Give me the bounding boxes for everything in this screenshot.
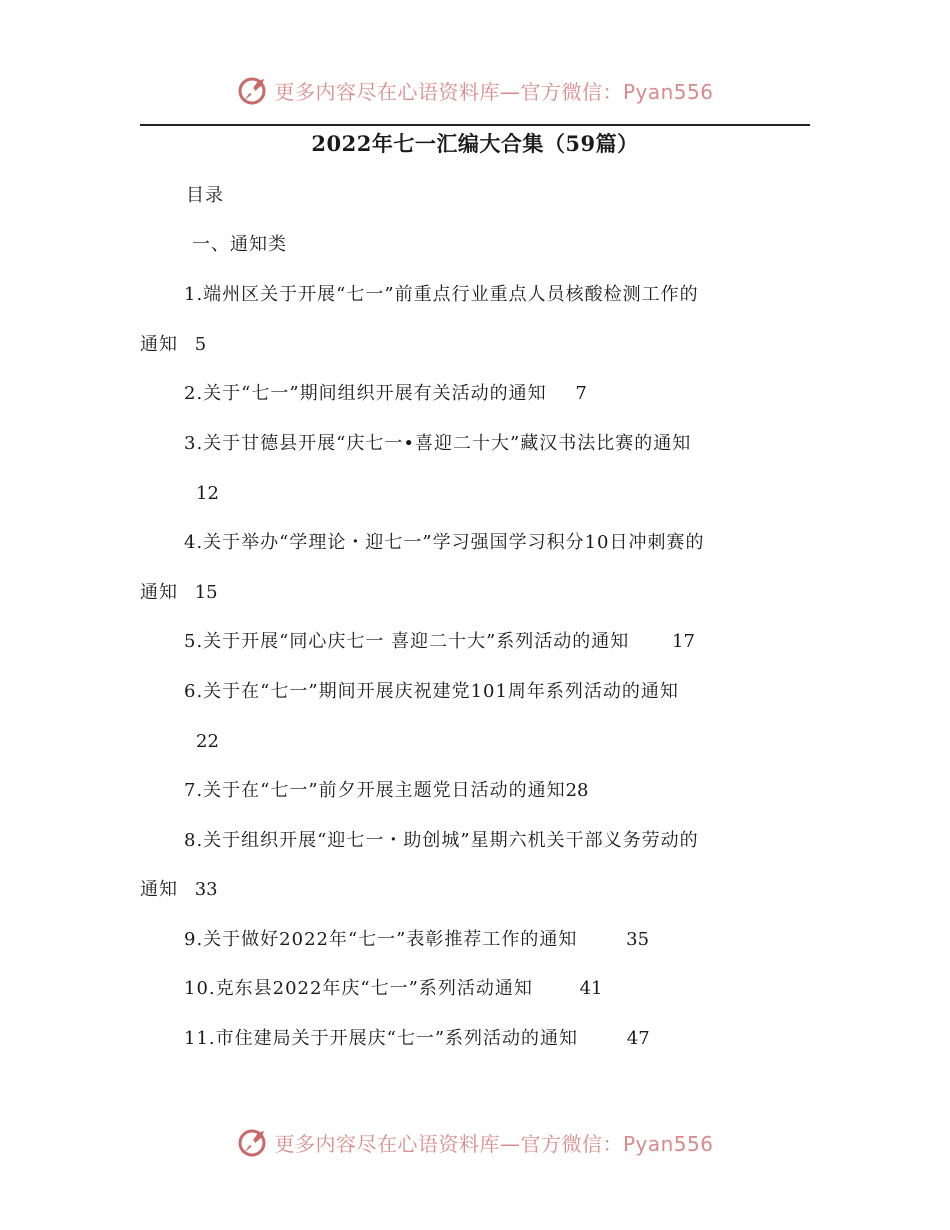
toc-entry — [140, 578, 218, 608]
toc-entry-title-cont: 通知 — [140, 334, 178, 355]
toc-entry-title-cont: 通知 — [140, 582, 178, 603]
toc-entry-title: 7.关于在“七一”前夕开展主题党日活动的通知 — [184, 780, 566, 801]
header-rule — [140, 124, 810, 126]
toc-entry-page: 22 — [196, 731, 219, 752]
watermark-banner-top — [0, 70, 950, 110]
toc-entry-title: 9.关于做好2022年“七一”表彰推荐工作的通知 — [184, 929, 578, 950]
toc-entry-title: 10.克东县2022年庆“七一”系列活动通知 — [184, 978, 533, 999]
section-heading: 一、通知类 — [192, 234, 287, 255]
toc-entry-page: 28 — [565, 780, 589, 801]
toc-entry — [140, 330, 206, 360]
toc-entry-title: 4.关于举办“学理论・迎七一”学习强国学习积分10日冲刺赛的 — [184, 532, 705, 553]
toc-entry — [184, 974, 602, 1004]
toc-heading: 目录 — [186, 185, 224, 206]
toc-entry — [184, 627, 695, 657]
toc-entry-page: 7 — [575, 383, 587, 404]
toc-entry-page: 33 — [194, 879, 218, 900]
document-title: 2022年七一汇编大合集（59篇） — [311, 131, 639, 156]
toc-entry-page: 12 — [196, 483, 219, 504]
toc-entry-title: 3.关于甘德县开展“庆七一•喜迎二十大”藏汉书法比赛的通知 — [184, 433, 692, 454]
watermark-text: 更多内容尽在心语资料库—官方微信：Pyan556 — [274, 79, 714, 104]
toc-entry — [184, 925, 649, 955]
toc-entry-page: 17 — [672, 631, 695, 652]
toc-entry — [140, 875, 218, 905]
toc-entry-title: 5.关于开展“同心庆七一 喜迎二十大”系列活动的通知 — [184, 631, 630, 652]
toc-entry-page: 35 — [626, 929, 650, 950]
toc-entry — [184, 379, 587, 409]
watermark-text: 更多内容尽在心语资料库—官方微信：Pyan556 — [274, 1131, 714, 1156]
toc-entry-page: 41 — [579, 978, 603, 999]
toc-entry-page: 47 — [626, 1028, 650, 1049]
toc-entry — [184, 1024, 650, 1054]
toc-entry-title: 6.关于在“七一”期间开展庆祝建党101周年系列活动的通知 — [184, 681, 679, 702]
pen-nib-circle-icon — [236, 73, 270, 107]
toc-entry-title: 2.关于“七一”期间组织开展有关活动的通知 — [184, 383, 547, 404]
toc-entry-page: 15 — [194, 582, 218, 603]
pen-nib-circle-icon — [236, 1125, 270, 1159]
toc-entry-page: 5 — [194, 334, 207, 355]
toc-entry-title: 1.端州区关于开展“七一”前重点行业重点人员核酸检测工作的 — [184, 284, 699, 305]
toc-entry-title: 11.市住建局关于开展庆“七一”系列活动的通知 — [184, 1028, 579, 1049]
toc-entry-title: 8.关于组织开展“迎七一・助创城”星期六机关干部义务劳动的 — [184, 830, 699, 851]
toc-entry — [184, 776, 588, 806]
watermark-banner-bottom — [0, 1122, 950, 1162]
toc-entry-title-cont: 通知 — [140, 879, 178, 900]
